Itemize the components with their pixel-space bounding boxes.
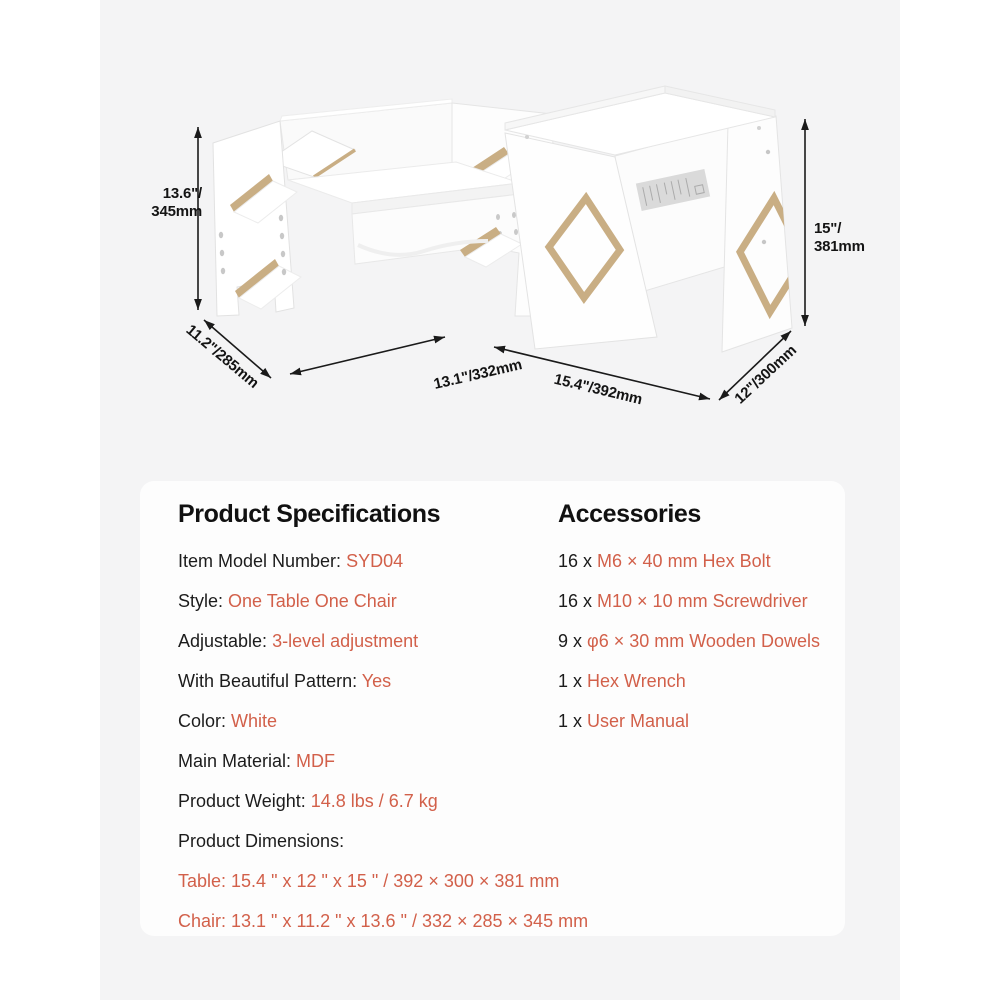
spec-row-adjustable xyxy=(178,630,608,652)
accessory-qty: 9 x xyxy=(558,631,588,651)
accessory-qty: 1 x xyxy=(558,711,588,731)
accessory-name: M10 × 10 mm Screwdriver xyxy=(597,591,808,611)
product-infographic xyxy=(100,0,900,1000)
accessory-name: User Manual xyxy=(587,711,690,731)
table-height-inches: 15"/ xyxy=(814,220,842,237)
accessory-item-user-manual xyxy=(558,710,838,732)
table-height-mm: 381mm xyxy=(814,238,865,255)
spec-label: Style: xyxy=(178,591,229,611)
accessory-qty: 16 x xyxy=(558,591,598,611)
spec-value: 14.8 lbs / 6.7 kg xyxy=(310,791,438,811)
product-specifications-section xyxy=(178,481,608,950)
accessory-item-hex-bolt xyxy=(558,550,838,572)
spec-label: Main Material: xyxy=(178,751,297,771)
spec-value: Yes xyxy=(361,671,392,691)
spec-label: Item Model Number: xyxy=(178,551,347,571)
spec-panel xyxy=(140,481,845,936)
chair-height-dimension xyxy=(128,185,202,221)
spec-label: With Beautiful Pattern: xyxy=(178,671,362,691)
table-width-dimension: 15.4"/392mm xyxy=(552,370,644,409)
chair-height-inches: 13.6"/ xyxy=(162,185,202,202)
specifications-title: Product Specifications xyxy=(178,500,441,528)
chair-width-dimension: 13.1"/332mm xyxy=(432,356,524,393)
accessory-item-wooden-dowels xyxy=(558,630,838,652)
accessory-name: M6 × 40 mm Hex Bolt xyxy=(597,551,771,571)
table-depth-dimension: 12"/300mm xyxy=(731,341,800,408)
spec-label: Color: xyxy=(178,711,232,731)
accessory-qty: 16 x xyxy=(558,551,598,571)
accessory-name: φ6 × 30 mm Wooden Dowels xyxy=(587,631,820,651)
dimension-diagram xyxy=(100,0,900,475)
accessories-section xyxy=(558,481,838,750)
spec-label: Product Weight: xyxy=(178,791,311,811)
spec-row-color xyxy=(178,710,608,732)
spec-row-weight xyxy=(178,790,608,812)
table-illustration xyxy=(505,86,804,352)
spec-value: Chair: 13.1 " x 11.2 " x 13.6 " / 332 × 285 × 345 mm xyxy=(178,911,589,931)
spec-row-dimensions-heading xyxy=(178,830,608,852)
chair-depth-dimension: 11.2"/285mm xyxy=(182,321,262,392)
accessory-item-screwdriver xyxy=(558,590,838,612)
spec-row-style xyxy=(178,590,608,612)
spec-label: Product Dimensions: xyxy=(178,831,345,851)
spec-label: Adjustable: xyxy=(178,631,273,651)
accessories-title: Accessories xyxy=(558,500,701,528)
accessory-name: Hex Wrench xyxy=(587,671,686,691)
spec-row-model xyxy=(178,550,608,572)
accessory-item-hex-wrench xyxy=(558,670,838,692)
spec-value: SYD04 xyxy=(346,551,404,571)
spec-row-pattern xyxy=(178,670,608,692)
chair-illustration xyxy=(213,99,556,316)
spec-row-chair-dimensions xyxy=(178,910,608,932)
spec-row-material xyxy=(178,750,608,772)
spec-value: White xyxy=(231,711,278,731)
table-height-dimension xyxy=(814,220,894,256)
spec-value: One Table One Chair xyxy=(228,591,397,611)
spec-row-table-dimensions xyxy=(178,870,608,892)
spec-value: 3-level adjustment xyxy=(272,631,419,651)
furniture-illustration xyxy=(100,0,900,475)
accessory-qty: 1 x xyxy=(558,671,588,691)
spec-value: Table: 15.4 " x 12 " x 15 " / 392 × 300 × 381 mm xyxy=(178,871,560,891)
spec-value: MDF xyxy=(296,751,336,771)
chair-height-mm: 345mm xyxy=(151,203,202,220)
